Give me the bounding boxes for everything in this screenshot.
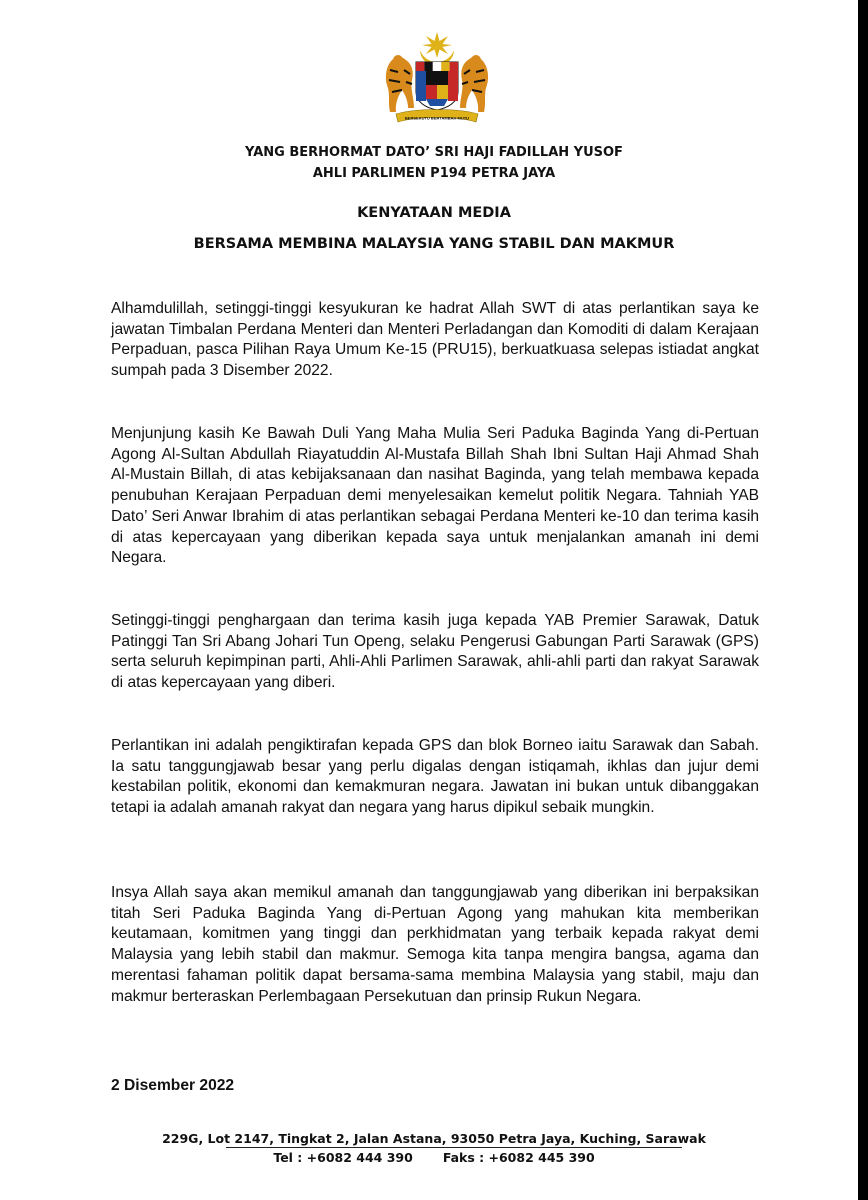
statement-title: BERSAMA MEMBINA MALAYSIA YANG STABIL DAN MAKMUR (193, 236, 675, 252)
footer-contact (0, 1150, 868, 1165)
footer-address: 229G, Lot 2147, Tingkat 2, Jalan Astana, 93050 Petra Jaya, Kuching, Sarawak (162, 1131, 706, 1146)
document-type: KENYATAAN MEDIA (357, 205, 511, 221)
footer-fax: Faks : +6082 445 390 (442, 1150, 595, 1165)
motto-text: BERSEKUTU BERTAMBAH MUTU (404, 115, 470, 121)
footer-divider (226, 1147, 682, 1148)
mp-name: YANG BERHORMAT DATO’ SRI HAJI FADILLAH YUSOF (245, 145, 623, 160)
coat-of-arms-icon (378, 30, 496, 124)
paragraph-2: Menjunjung kasih Ke Bawah Duli Yang Maha Mulia Seri Paduka Baginda Yang di-Pertuan Agong Al-Sultan Abdullah Riayatuddin Al-Mustafa Billah Shah Ibni Sultan Haji Ahmad Shah Al-Mustain Billah, di atas kebijaksanaan dan nasihat Baginda, yang telah membawa kepada penubuhan Kerajaan Perpaduan demi menyelesaikan kemelut politik Negara. Tahniah YAB Dato’ Seri Anwar Ibrahim di atas perlantikan sebagai Perdana Menteri ke-10 dan terima kasih di atas kepercayaan yang diberikan kepada saya untuk menjalankan amanah ini demi Negara. (111, 425, 759, 567)
left-tiger-icon (386, 55, 414, 112)
mp-seat: AHLI PARLIMEN P194 PETRA JAYA (312, 166, 556, 181)
motto-ribbon (396, 110, 478, 123)
paragraph-4: Perlantikan ini adalah pengiktirafan kepada GPS dan blok Borneo iaitu Sarawak dan Sabah. Ia satu tanggungjawab besar yang perlu digalas dengan istiqamah, ikhlas dan jujur demi kestabilan politik, ekonomi dan kemakmuran negara. Jawatan ini bukan untuk dibanggakan tetapi ia adalah amanah rakyat dan negara yang harus dipikul sebaik mungkin. (111, 737, 759, 817)
paragraph-1: Alhamdulillah, setinggi-tinggi kesyukuran ke hadrat Allah SWT di atas perlantikan saya ke jawatan Timbalan Perdana Menteri dan Menteri Perladangan dan Komoditi di dalam Kerajaan Perpaduan, pasca Pilihan Raya Umum Ke-15 (PRU15), berkuatkuasa selepas istiadat angkat sumpah pada 3 Disember 2022. (111, 300, 759, 380)
right-tiger-icon (460, 55, 488, 112)
paragraph-5: Insya Allah saya akan memikul amanah dan tanggungjawab yang diberikan ini berpaksikan titah Seri Paduka Baginda Yang di-Pertuan Agong yang mahukan kita memberikan keutamaan, komitmen yang tinggi dan perkhidmatan yang terbaik kepada rakyat demi Malaysia yang lebih stabil dan makmur. Semoga kita tanpa mengira bangsa, agama dan merentasi fahaman politik dapat bersama-sama membina Malaysia yang stabil, maju dan makmur berteraskan Perlembagaan Persekutuan dan prinsip Rukun Negara. (111, 884, 759, 1005)
star-icon (422, 32, 452, 58)
shield-icon (416, 62, 458, 110)
footer-tel: Tel : +6082 444 390 (273, 1150, 413, 1165)
statement-date: 2 Disember 2022 (111, 1077, 235, 1094)
paragraph-3: Setinggi-tinggi penghargaan dan terima kasih juga kepada YAB Premier Sarawak, Datuk Patinggi Tan Sri Abang Johari Tun Openg, selaku Pengerusi Gabungan Parti Sarawak (GPS) serta seluruh kepimpinan parti, Ahli-Ahli Parlimen Sarawak, ahli-ahli parti dan rakyat Sarawak di atas kepercayaan yang diberi. (111, 612, 759, 692)
